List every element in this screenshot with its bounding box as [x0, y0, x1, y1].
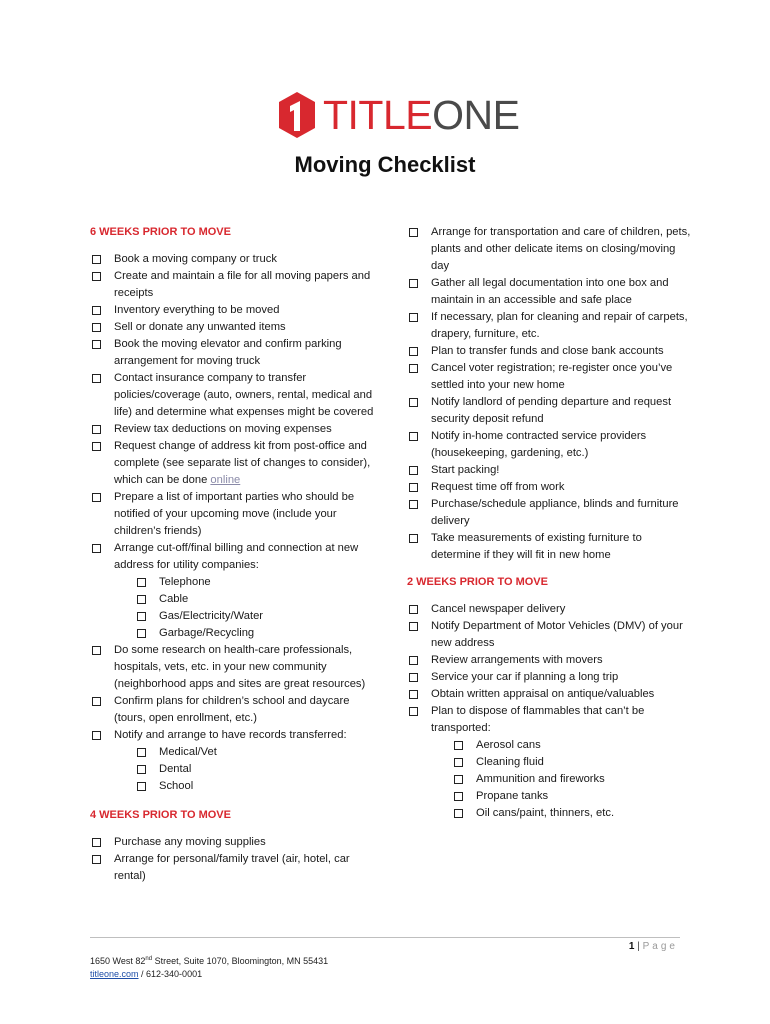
footer-web-phone [90, 968, 328, 981]
checklist-item: Obtain written appraisal on antique/valuables [407, 686, 692, 703]
checklist-item: Book the moving elevator and confirm parking arrangement for moving truck [90, 336, 375, 370]
checklist-item: Contact insurance company to transfer policies/coverage (auto, owners, rental, medical and life) and determine what expenses might be covered [90, 370, 375, 421]
section-heading-2-weeks: 2 WEEKS PRIOR TO MOVE [407, 576, 548, 588]
checkbox-icon[interactable] [454, 741, 463, 750]
checkbox-icon[interactable] [137, 595, 146, 604]
checklist-item: Confirm plans for children’s school and daycare (tours, open enrollment, etc.) [90, 693, 375, 727]
checkbox-icon[interactable] [137, 782, 146, 791]
checklist-item: Notify landlord of pending departure and request security deposit refund [407, 394, 692, 428]
checkbox-icon[interactable] [137, 578, 146, 587]
address-kit-text: Request change of address kit from post-office and complete (see separate list of changes to consider), which can be done [114, 440, 371, 486]
checklist-item: If necessary, plan for cleaning and repair of carpets, drapery, furniture, etc. [407, 309, 692, 343]
footer-phone: / 612-340-0001 [138, 969, 203, 979]
checklist-item: Sell or donate any unwanted items [90, 319, 375, 336]
logo-word-title: TITLE [323, 91, 433, 138]
checkbox-icon[interactable] [409, 622, 418, 631]
checkbox-icon[interactable] [137, 748, 146, 757]
checkbox-icon[interactable] [409, 500, 418, 509]
checkbox-icon[interactable] [454, 775, 463, 784]
footer-address: 1650 West 82nd Street, Suite 1070, Bloomington, MN 55431 [90, 956, 329, 966]
checklist-item: Service your car if planning a long trip [407, 669, 692, 686]
checkbox-icon[interactable] [409, 707, 418, 716]
right-column [407, 224, 692, 822]
checkbox-icon[interactable] [409, 673, 418, 682]
page-number: 1 | Page [628, 941, 678, 952]
checkbox-icon[interactable] [92, 255, 101, 264]
checklist-item: Inventory everything to be moved [90, 302, 375, 319]
checkbox-icon[interactable] [92, 838, 101, 847]
checklist-item: Take measurements of existing furniture to determine if they will fit in new home [407, 530, 692, 564]
checkbox-icon[interactable] [454, 809, 463, 818]
website-link[interactable]: titleone.com [90, 969, 139, 979]
footer-contact [90, 953, 328, 981]
checkbox-icon[interactable] [137, 765, 146, 774]
checkbox-icon[interactable] [92, 425, 101, 434]
checkbox-icon[interactable] [409, 656, 418, 665]
checklist-item: Create and maintain a file for all moving papers and receipts [90, 268, 375, 302]
checklist-subitem: Aerosol cans [407, 737, 692, 754]
checklist-item: Purchase any moving supplies [90, 834, 375, 851]
checklist-item: Plan to dispose of flammables that can’t be transported: [407, 703, 692, 737]
checkbox-icon[interactable] [409, 690, 418, 699]
checkbox-icon[interactable] [409, 228, 418, 237]
page-title: Moving Checklist [294, 152, 476, 177]
checkbox-icon[interactable] [92, 306, 101, 315]
checkbox-icon[interactable] [92, 855, 101, 864]
checkbox-icon[interactable] [409, 605, 418, 614]
checkbox-icon[interactable] [454, 792, 463, 801]
checklist-item [90, 438, 375, 489]
checklist-item: Review tax deductions on moving expenses [90, 421, 375, 438]
checkbox-icon[interactable] [409, 483, 418, 492]
checkbox-icon[interactable] [409, 364, 418, 373]
checkbox-icon[interactable] [92, 697, 101, 706]
checkbox-icon[interactable] [409, 466, 418, 475]
checklist-item: Notify and arrange to have records transferred: [90, 727, 375, 744]
checklist-item: Plan to transfer funds and close bank accounts [407, 343, 692, 360]
checklist-subitem: Medical/Vet [90, 744, 375, 761]
checklist-subitem: Garbage/Recycling [90, 625, 375, 642]
checkbox-icon[interactable] [409, 279, 418, 288]
checklist-item: Book a moving company or truck [90, 251, 375, 268]
checklist-subitem: Oil cans/paint, thinners, etc. [407, 805, 692, 822]
checkbox-icon[interactable] [92, 374, 101, 383]
checkbox-icon[interactable] [92, 646, 101, 655]
checkbox-icon[interactable] [92, 442, 101, 451]
checklist-subitem: Dental [90, 761, 375, 778]
checklist-item: Notify in-home contracted service providers (housekeeping, gardening, etc.) [407, 428, 692, 462]
checkbox-icon[interactable] [92, 323, 101, 332]
checklist-item: Arrange cut-off/final billing and connection at new address for utility companies: [90, 540, 375, 574]
section-heading-4-weeks: 4 WEEKS PRIOR TO MOVE [90, 809, 231, 821]
checkbox-icon[interactable] [137, 612, 146, 621]
checklist-item: Gather all legal documentation into one box and maintain in an accessible and safe place [407, 275, 692, 309]
titleone-logo-icon [277, 91, 317, 139]
titleone-logo [277, 91, 520, 139]
checkbox-icon[interactable] [137, 629, 146, 638]
checklist-subitem: School [90, 778, 375, 795]
checkbox-icon[interactable] [92, 731, 101, 740]
checklist-item: Do some research on health-care professionals, hospitals, vets, etc. in your new community (neighborhood apps and sites are great resources) [90, 642, 375, 693]
checkbox-icon[interactable] [409, 398, 418, 407]
checkbox-icon[interactable] [409, 313, 418, 322]
checklist-item: Notify Department of Motor Vehicles (DMV) of your new address [407, 618, 692, 652]
checkbox-icon[interactable] [92, 544, 101, 553]
checklist-item: Request time off from work [407, 479, 692, 496]
checkbox-icon[interactable] [409, 432, 418, 441]
checklist-item: Start packing! [407, 462, 692, 479]
checkbox-icon[interactable] [92, 272, 101, 281]
checklist-subitem: Gas/Electricity/Water [90, 608, 375, 625]
checklist-item: Arrange for transportation and care of children, pets, plants and other delicate items on closing/moving day [407, 224, 692, 275]
checklist-item: Review arrangements with movers [407, 652, 692, 669]
checklist-subitem: Telephone [90, 574, 375, 591]
checklist-subitem: Ammunition and fireworks [407, 771, 692, 788]
checkbox-icon[interactable] [409, 347, 418, 356]
checkbox-icon[interactable] [92, 493, 101, 502]
checklist-item: Cancel newspaper delivery [407, 601, 692, 618]
checklist-item: Purchase/schedule appliance, blinds and furniture delivery [407, 496, 692, 530]
footer-divider [90, 937, 680, 938]
checkbox-icon[interactable] [454, 758, 463, 767]
checkbox-icon[interactable] [409, 534, 418, 543]
checklist-subitem: Cable [90, 591, 375, 608]
checklist-subitem: Propane tanks [407, 788, 692, 805]
checkbox-icon[interactable] [92, 340, 101, 349]
checklist-item: Arrange for personal/family travel (air, hotel, car rental) [90, 851, 375, 885]
left-column [90, 224, 375, 885]
section-heading-6-weeks: 6 WEEKS PRIOR TO MOVE [90, 226, 231, 238]
checklist-item: Cancel voter registration; re-register once you’ve settled into your new home [407, 360, 692, 394]
checklist-subitem: Cleaning fluid [407, 754, 692, 771]
checklist-item: Prepare a list of important parties who should be notified of your upcoming move (include your children’s friends) [90, 489, 375, 540]
logo-word-one: ONE [432, 91, 520, 138]
online-link[interactable]: online [210, 474, 241, 486]
